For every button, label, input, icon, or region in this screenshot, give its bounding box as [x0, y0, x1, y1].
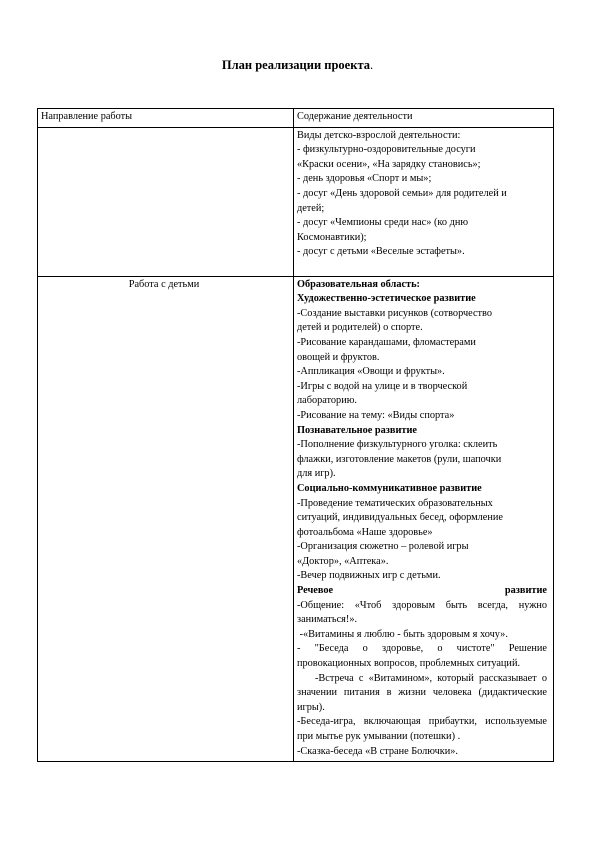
art-line: овощей и фруктов. — [297, 351, 380, 363]
header-direction: Направление работы — [38, 109, 294, 128]
cognitive-line: для игр). — [297, 468, 336, 480]
row1-line: - день здоровья «Спорт и мы»; — [297, 173, 432, 185]
speech-heading — [297, 584, 547, 599]
art-line: -Рисование карандашами, фломастерами — [297, 336, 476, 348]
social-heading: Социально-коммуникативное развитие — [297, 482, 482, 494]
speech-heading-left: Речевое — [297, 585, 334, 597]
row1-line: - досуг «Чемпионы среди нас» (ко дню — [297, 217, 469, 229]
area-heading: Образовательная область: — [297, 278, 420, 290]
title-dot: . — [369, 58, 374, 72]
row1-content-cell — [294, 127, 554, 276]
speech-paragraph: - "Беседа о здоровье, о чистоте" Решение провокационных вопросов, проблемных ситуаций. — [297, 643, 547, 670]
art-line: лабораторию. — [297, 395, 357, 407]
speech-paragraph: -Общение: «Чтоб здоровым быть всегда, нужно заниматься!». — [297, 599, 547, 626]
art-line: -Создание выставки рисунков (сотворчество — [297, 307, 492, 319]
social-line: -Проведение тематических образовательных — [297, 497, 493, 509]
table-row — [38, 276, 554, 762]
speech-paragraph: -«Витамины я люблю - быть здоровым я хочу». — [297, 628, 508, 640]
social-line: -Организация сюжетно – ролевой игры — [297, 541, 469, 553]
row1-line: - досуг «День здоровой семьи» для родителей и — [297, 187, 507, 199]
row1-line: - досуг с детьми «Веселые эстафеты». — [297, 246, 465, 258]
speech-paragraph: -Встреча с «Витамином», который рассказывает о значении питания в жизни человека (дидактические игры). — [297, 672, 547, 713]
speech-paragraph: -Беседа-игра, включающая прибаутки, используемые при мытье рук умывании (потешки) . — [297, 716, 547, 742]
row2-direction-cell: Работа с детьми — [38, 276, 294, 762]
art-line: детей и родителей) о спорте. — [297, 322, 423, 334]
row1-line: «Краски осени», «На зарядку становись»; — [297, 158, 481, 170]
cognitive-line: флажки, изготовление макетов (рули, шапочки — [297, 453, 502, 465]
art-line: -Рисование на тему: «Виды спорта» — [297, 409, 455, 421]
row1-line: детей; — [297, 202, 325, 214]
cognitive-line: -Пополнение физкультурного уголка: склеить — [297, 439, 498, 451]
art-heading: Художественно-эстетическое развитие — [297, 293, 476, 305]
row1-line: - физкультурно-оздоровительные досуги — [297, 144, 476, 156]
speech-paragraph: -Сказка-беседа «В стране Болючки». — [297, 745, 459, 757]
plan-table — [37, 108, 554, 762]
art-line: -Аппликация «Овощи и фрукты». — [297, 366, 445, 378]
title-text: План реализации проекта — [221, 58, 370, 72]
row1-line: Космонавтики); — [297, 231, 367, 243]
social-line: ситуаций, индивидуальных бесед, оформление — [297, 512, 503, 524]
table-row — [38, 127, 554, 276]
row1-direction-cell — [38, 127, 294, 276]
speech-heading-right: развитие — [504, 585, 547, 597]
art-line: -Игры с водой на улице и в творческой — [297, 380, 468, 392]
header-content: Содержание деятельности — [294, 109, 554, 128]
social-line: -Вечер подвижных игр с детьми. — [297, 570, 441, 582]
table-header-row — [38, 109, 554, 128]
row1-line: Виды детско-взрослой деятельности: — [297, 129, 461, 141]
social-line: фотоальбома «Наше здоровье» — [297, 526, 433, 538]
social-line: «Доктор», «Аптека». — [297, 555, 389, 567]
page-title — [0, 58, 595, 73]
cognitive-heading: Познавательное развитие — [297, 424, 417, 436]
row2-content-cell — [294, 276, 554, 762]
